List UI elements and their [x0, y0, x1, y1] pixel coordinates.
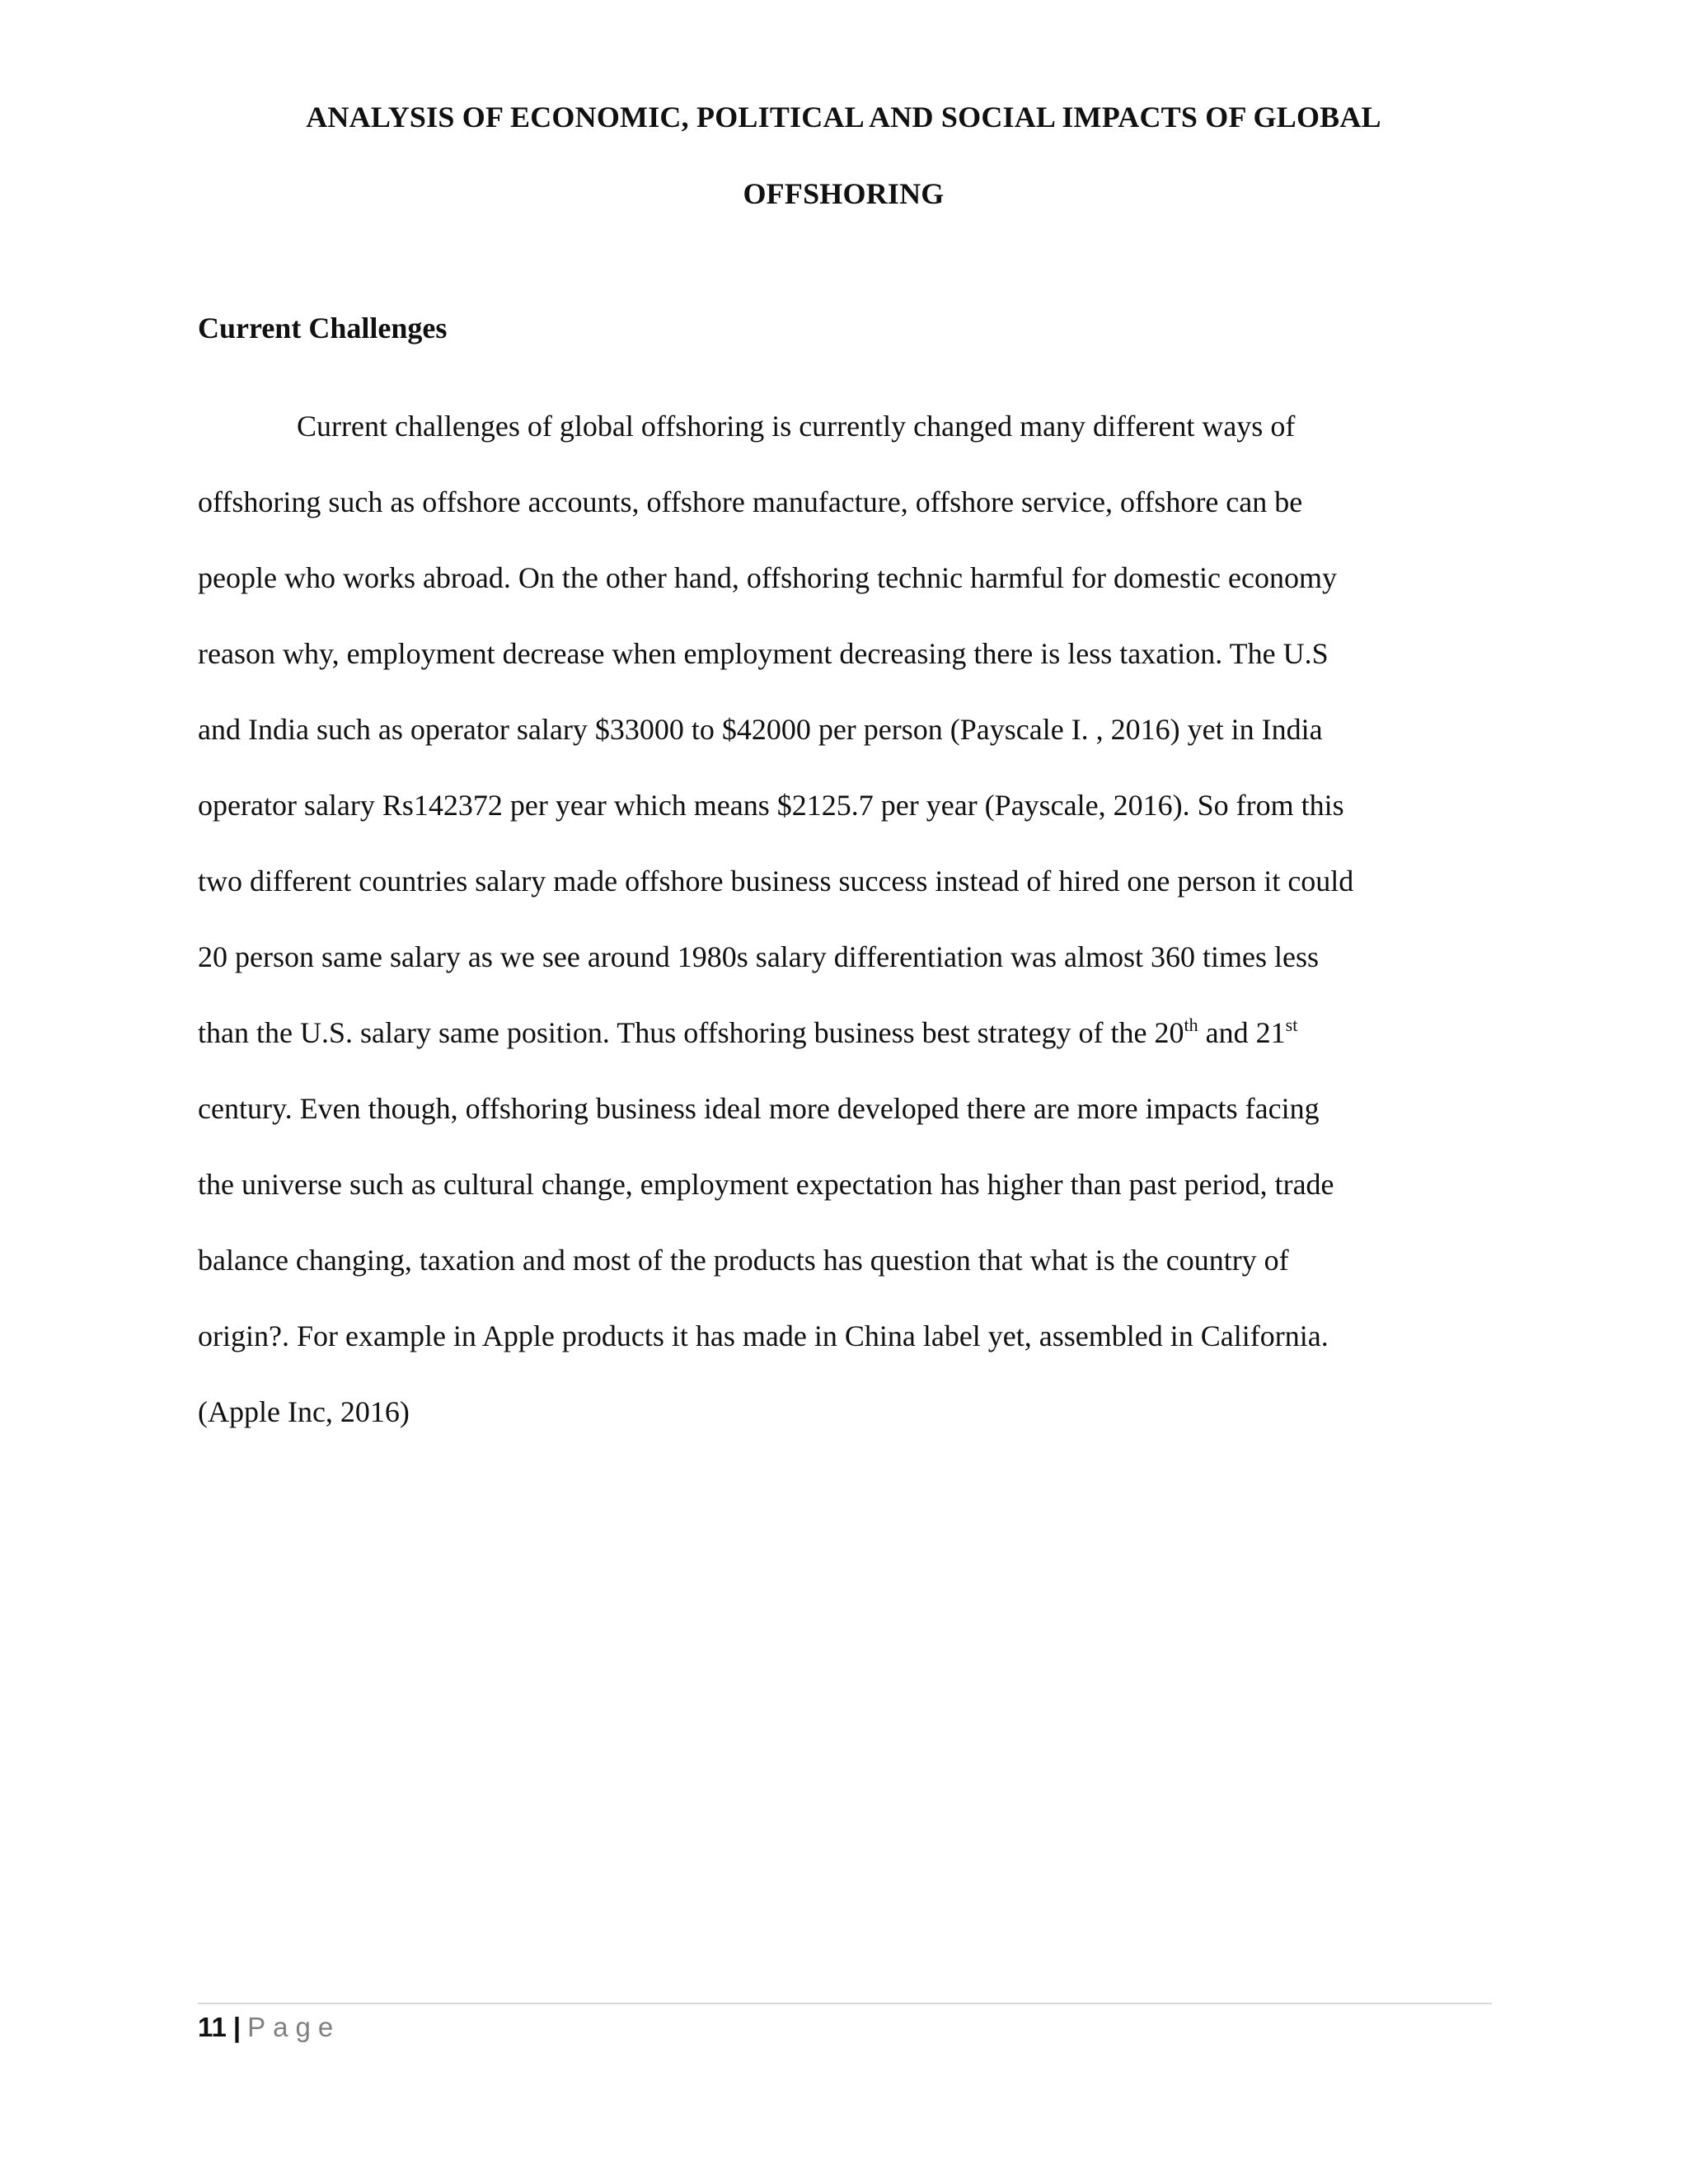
line-text: than the U.S. salary same position. Thus offshoring business best strategy of the 20 [198, 1016, 1184, 1049]
document-title-line-1: ANALYSIS OF ECONOMIC, POLITICAL AND SOCIAL IMPACTS OF GLOBAL [306, 101, 1381, 134]
paragraph-line: Current challenges of global offshoring is currently changed many different ways of [297, 410, 1296, 443]
page-footer [198, 2011, 340, 2044]
paragraph-line: reason why, employment decrease when employment decreasing there is less taxation. The U.S [198, 637, 1329, 670]
paragraph-line: operator salary Rs142372 per year which means $2125.7 per year (Payscale, 2016). So from this [198, 789, 1344, 822]
line-text: and 21 [1198, 1016, 1286, 1049]
paragraph-line: origin?. For example in Apple products it has made in China label yet, assembled in California. [198, 1319, 1329, 1352]
paragraph-line: two different countries salary made offshore business success instead of hired one person it could [198, 865, 1354, 898]
paragraph-line: people who works abroad. On the other hand, offshoring technic harmful for domestic economy [198, 561, 1337, 594]
paragraph-line-with-superscripts [198, 1016, 1492, 1092]
footer-separator: | [232, 2012, 241, 2042]
section-heading: Current Challenges [198, 312, 448, 344]
document-title-line-2: OFFSHORING [743, 177, 945, 210]
paragraph-line: the universe such as cultural change, employment expectation has higher than past period, trade [198, 1168, 1334, 1201]
paragraph-line: century. Even though, offshoring business ideal more developed there are more impacts facing [198, 1092, 1320, 1125]
footer-divider [198, 2003, 1492, 2004]
ordinal-superscript: th [1184, 1015, 1198, 1035]
page-number: 11 [198, 2012, 227, 2042]
body-paragraph [198, 410, 1492, 1471]
ordinal-superscript: st [1285, 1015, 1298, 1035]
paragraph-line: and India such as operator salary $33000 to $42000 per person (Payscale I. , 2016) yet in India [198, 713, 1323, 746]
paragraph-line: offshoring such as offshore accounts, offshore manufacture, offshore service, offshore can be [198, 485, 1303, 518]
page-label: Page [247, 2012, 341, 2042]
paragraph-line: (Apple Inc, 2016) [198, 1395, 410, 1428]
paragraph-line: 20 person same salary as we see around 1980s salary differentiation was almost 360 times less [198, 940, 1320, 973]
paragraph-line: balance changing, taxation and most of the products has question that what is the country of [198, 1244, 1289, 1277]
